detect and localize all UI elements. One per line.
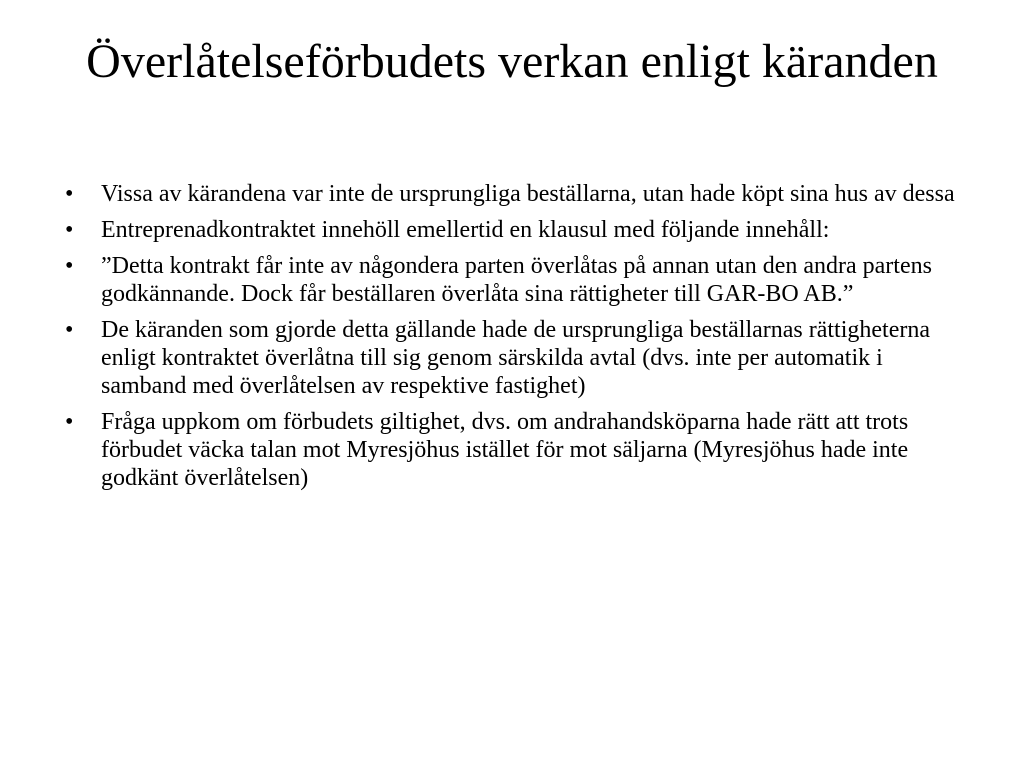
bullet-text: Vissa av kärandena var inte de ursprungliga beställarna, utan hade köpt sina hus av dessa (101, 181, 955, 207)
bullet-text: ”Detta kontrakt får inte av någondera parten överlåtas på annan utan den andra partens godkännande. Dock får beställaren överlåta sina rättigheter till GAR-BO AB.” (101, 253, 932, 307)
bullet-icon: • (65, 181, 74, 207)
bullet-item (60, 252, 970, 308)
bullet-text: Fråga uppkom om förbudets giltighet, dvs. om andrahandsköparna hade rätt att trots förbudet väcka talan mot Myresjöhus istället för mot säljarna (Myresjöhus hade inte godkänt överlåtelsen) (101, 409, 909, 491)
bullet-icon: • (65, 317, 74, 343)
bullet-icon: • (65, 217, 74, 243)
bullet-icon: • (65, 253, 74, 279)
bullet-icon: • (65, 409, 74, 435)
bullet-item (60, 408, 970, 492)
bullet-list (60, 180, 970, 500)
bullet-item (60, 180, 970, 208)
slide-title: Överlåtelseförbudets verkan enligt käranden (86, 35, 938, 88)
bullet-text: Entreprenadkontraktet innehöll emellertid en klausul med följande innehåll: (101, 217, 830, 243)
bullet-item (60, 316, 970, 400)
bullet-text: De käranden som gjorde detta gällande hade de ursprungliga beställarnas rättigheterna enligt kontraktet överlåtna till sig genom särskilda avtal (dvs. inte per automatik i samband med överlåtelsen av respektive fastighet) (101, 317, 931, 399)
bullet-item (60, 216, 970, 244)
